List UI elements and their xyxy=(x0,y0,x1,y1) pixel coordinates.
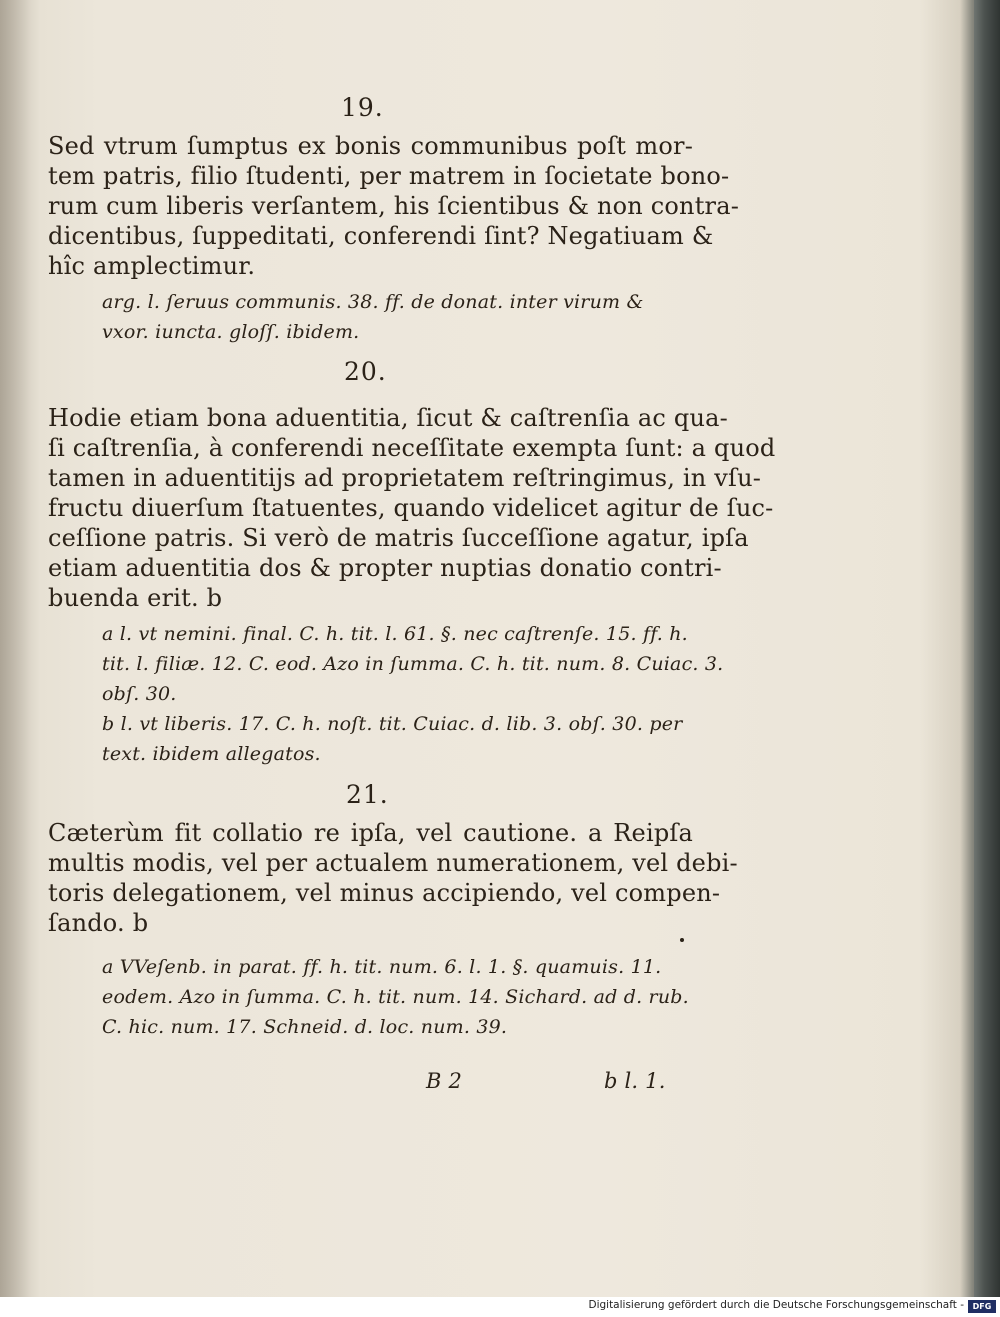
page-edge xyxy=(974,0,1000,1297)
paragraph-19 xyxy=(48,131,740,281)
text-line: Cæterùm fit collatio re ipſa, vel cautione. a Reipſa xyxy=(48,819,693,847)
note-line: eodem. Azo in ſumma. C. h. tit. num. 14. Sichard. ad d. rub. xyxy=(102,986,689,1008)
section-number-21: 21. xyxy=(346,780,389,809)
dfg-logo-icon: DFG xyxy=(968,1300,996,1313)
text-line: fructu diuerſum ſtatuentes, quando videlicet agitur de ſuc- xyxy=(48,494,774,522)
text-line: Hodie etiam bona aduentitia, ſicut & caſtrenſia ac qua- xyxy=(48,404,728,432)
section-number-20: 20. xyxy=(344,357,387,386)
text-line: hîc amplectimur. xyxy=(48,252,256,280)
spine-shadow xyxy=(0,0,40,1297)
note-line: arg. l. ſeruus communis. 38. ff. de donat. inter virum & xyxy=(102,291,644,313)
ink-speck xyxy=(680,938,684,942)
text-line: toris delegationem, vel minus accipiendo, vel compen- xyxy=(48,879,721,907)
note-line: vxor. iuncta. gloſſ. ibidem. xyxy=(102,321,360,343)
note-19 xyxy=(102,287,692,347)
footer-bar xyxy=(0,1297,1000,1317)
text-line: Sed vtrum ſumptus ex bonis communibus poſt mor- xyxy=(48,132,693,160)
note-21-a xyxy=(102,952,692,1042)
text-line: multis modis, vel per actualem numerationem, vel debi- xyxy=(48,849,738,877)
note-line: a VVeſenb. in parat. ff. h. tit. num. 6. l. 1. §. quamuis. 11. xyxy=(102,956,662,978)
text-line: dicentibus, ſuppeditati, conferendi ſint? Negatiuam & xyxy=(48,222,714,250)
section-number-19: 19. xyxy=(341,93,384,122)
paragraph-20 xyxy=(48,403,776,613)
note-line: a l. vt nemini. final. C. h. tit. l. 61. §. nec caſtrenſe. 15. ff. h. xyxy=(102,623,688,645)
funding-credit: Digitalisierung gefördert durch die Deutsche Forschungsgemeinschaft - xyxy=(588,1299,964,1311)
note-line: b l. vt liberis. 17. C. h. noſt. tit. Cuiac. d. lib. 3. obſ. 30. per xyxy=(102,713,683,735)
note-line: obſ. 30. xyxy=(102,683,177,705)
text-line: etiam aduentitia dos & propter nuptias donatio contri- xyxy=(48,554,722,582)
note-20-b xyxy=(102,709,692,769)
signature-mark: B 2 xyxy=(426,1069,463,1093)
paragraph-21 xyxy=(48,818,738,938)
text-line: ceſſione patris. Si verò de matris ſucceſſione agatur, ipſa xyxy=(48,524,749,552)
text-line: tamen in aduentitijs ad proprietatem reſtringimus, in vſu- xyxy=(48,464,762,492)
text-line: buenda erit. b xyxy=(48,584,223,612)
catchword: b l. 1. xyxy=(604,1069,666,1093)
note-20-a xyxy=(102,619,724,709)
note-line: text. ibidem allegatos. xyxy=(102,743,321,765)
text-line: ſi caſtrenſia, à conferendi neceſſitate exempta ſunt: a quod xyxy=(48,434,776,462)
text-line: ſando. b xyxy=(48,909,149,937)
text-line: tem patris, filio ſtudenti, per matrem in ſocietate bono- xyxy=(48,162,730,190)
note-line: tit. l. filiæ. 12. C. eod. Azo in ſumma. C. h. tit. num. 8. Cuiac. 3. xyxy=(102,653,724,675)
text-line: rum cum liberis verſantem, his ſcientibus & non contra- xyxy=(48,192,740,220)
note-line: C. hic. num. 17. Schneid. d. loc. num. 39. xyxy=(102,1016,508,1038)
